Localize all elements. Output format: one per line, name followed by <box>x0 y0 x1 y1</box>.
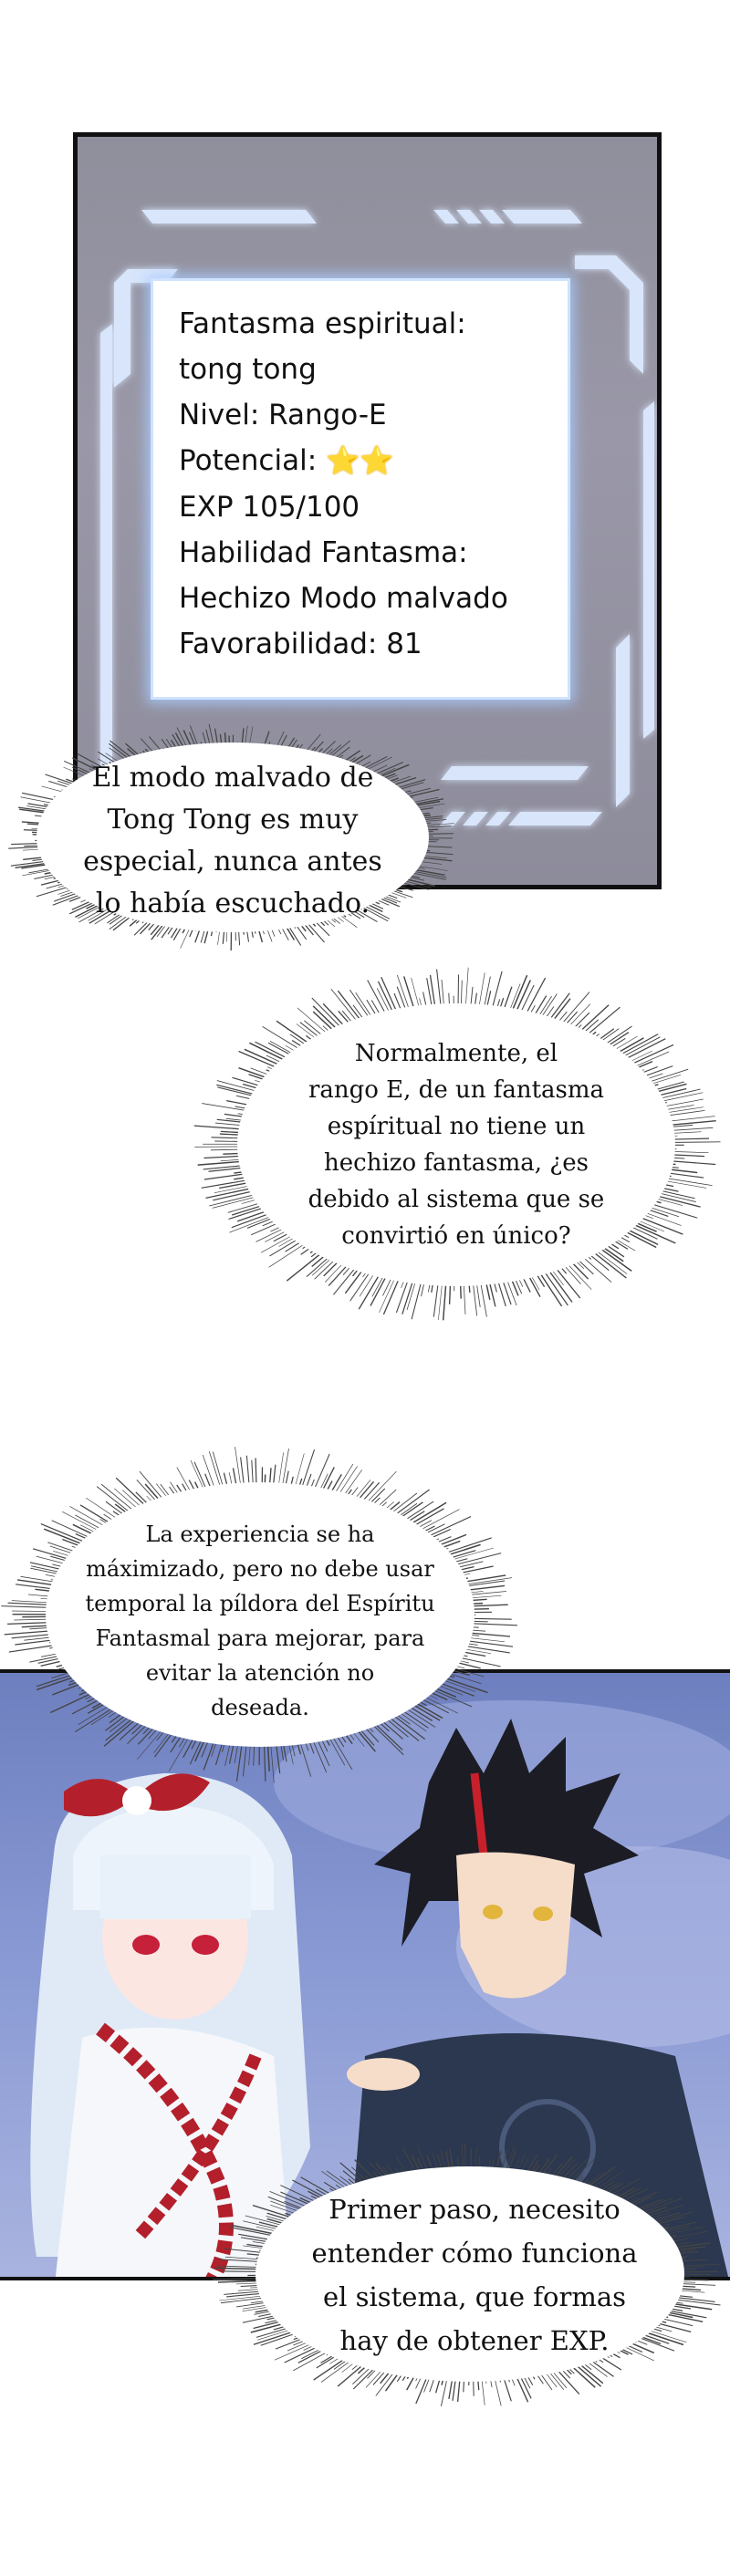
bubble-line: debido al sistema que se <box>308 1186 605 1213</box>
speech-bubble-1 <box>50 757 415 925</box>
burst-ray <box>364 1471 397 1505</box>
bubble-line: El modo malvado de <box>91 762 374 794</box>
burst-ray <box>276 1742 279 1773</box>
burst-ray <box>246 1456 249 1487</box>
burst-ray <box>462 2144 464 2171</box>
burst-ray <box>465 968 468 1010</box>
bubble-line: Primer paso, necesito <box>328 2194 620 2225</box>
speech-bubble-3 <box>55 1517 465 1725</box>
burst-ray <box>194 1462 207 1491</box>
burst-ray <box>213 1452 224 1489</box>
speech-bubble-2 <box>256 1035 657 1254</box>
bubble-line: espíritual no tiene un <box>327 1113 586 1140</box>
burst-ray <box>556 2368 579 2394</box>
bubble-line: hechizo fantasma, ¿es <box>324 1149 589 1177</box>
status-exp: EXP 105/100 <box>179 491 360 524</box>
bubble-line: lo había escuchado. <box>95 888 370 919</box>
star-icon: ⭐⭐ <box>326 445 394 477</box>
burst-ray <box>203 1740 214 1771</box>
bubble-line: Fantasmal para mejorar, para <box>95 1626 425 1651</box>
burst-ray <box>209 1451 221 1489</box>
burst-ray <box>464 2144 465 2170</box>
bubble-line: rango E, de un fantasma <box>308 1076 605 1104</box>
status-potential <box>179 438 544 484</box>
bubble-line: Normalmente, el <box>354 1040 558 1067</box>
burst-ray <box>271 1742 275 1782</box>
status-spirit-name: tong tong <box>179 353 317 386</box>
bubble-line: el sistema, que formas <box>322 2281 627 2312</box>
bubble-line: evitar la atención no <box>145 1660 375 1686</box>
bubble-line: hay de obtener EXP. <box>339 2325 610 2356</box>
bubble-line: La experiencia se ha <box>145 1522 375 1547</box>
bubble-line: entender cómo funciona <box>311 2238 638 2269</box>
bubble-line: especial, nunca antes <box>83 846 382 878</box>
burst-ray <box>241 1457 245 1487</box>
burst-ray <box>243 1742 246 1776</box>
bubble-line: Tong Tong es muy <box>107 804 359 836</box>
burst-ray <box>314 1454 330 1491</box>
bubble-line: convirtió en único? <box>341 1222 571 1250</box>
burst-ray <box>278 1452 284 1487</box>
burst-ray <box>267 1743 269 1771</box>
burst-ray <box>265 1743 266 1781</box>
status-level: Nivel: Rango-E <box>179 399 387 431</box>
burst-ray <box>482 2378 485 2405</box>
burst-ray <box>169 1735 191 1771</box>
bubble-line: máximizado, pero no debe usar <box>86 1556 434 1582</box>
status-potential-label: Potencial: <box>179 444 318 477</box>
burst-ray <box>328 1735 345 1765</box>
status-spirit-label: Fantasma espiritual: <box>179 307 466 340</box>
burst-ray <box>295 1453 304 1488</box>
burst-ray <box>299 1740 311 1777</box>
speech-bubble-4 <box>292 2187 657 2363</box>
bubble-line: temporal la píldora del Espíritu <box>85 1591 435 1616</box>
bubble-line: deseada. <box>211 1695 309 1720</box>
status-skill-label: Habilidad Fantasma: <box>179 536 468 569</box>
status-favorability: Favorabilidad: 81 <box>179 628 422 660</box>
burst-ray <box>416 2375 428 2404</box>
burst-ray <box>137 1727 164 1760</box>
status-window <box>151 278 570 700</box>
status-skill-name: Hechizo Modo malvado <box>179 582 508 615</box>
